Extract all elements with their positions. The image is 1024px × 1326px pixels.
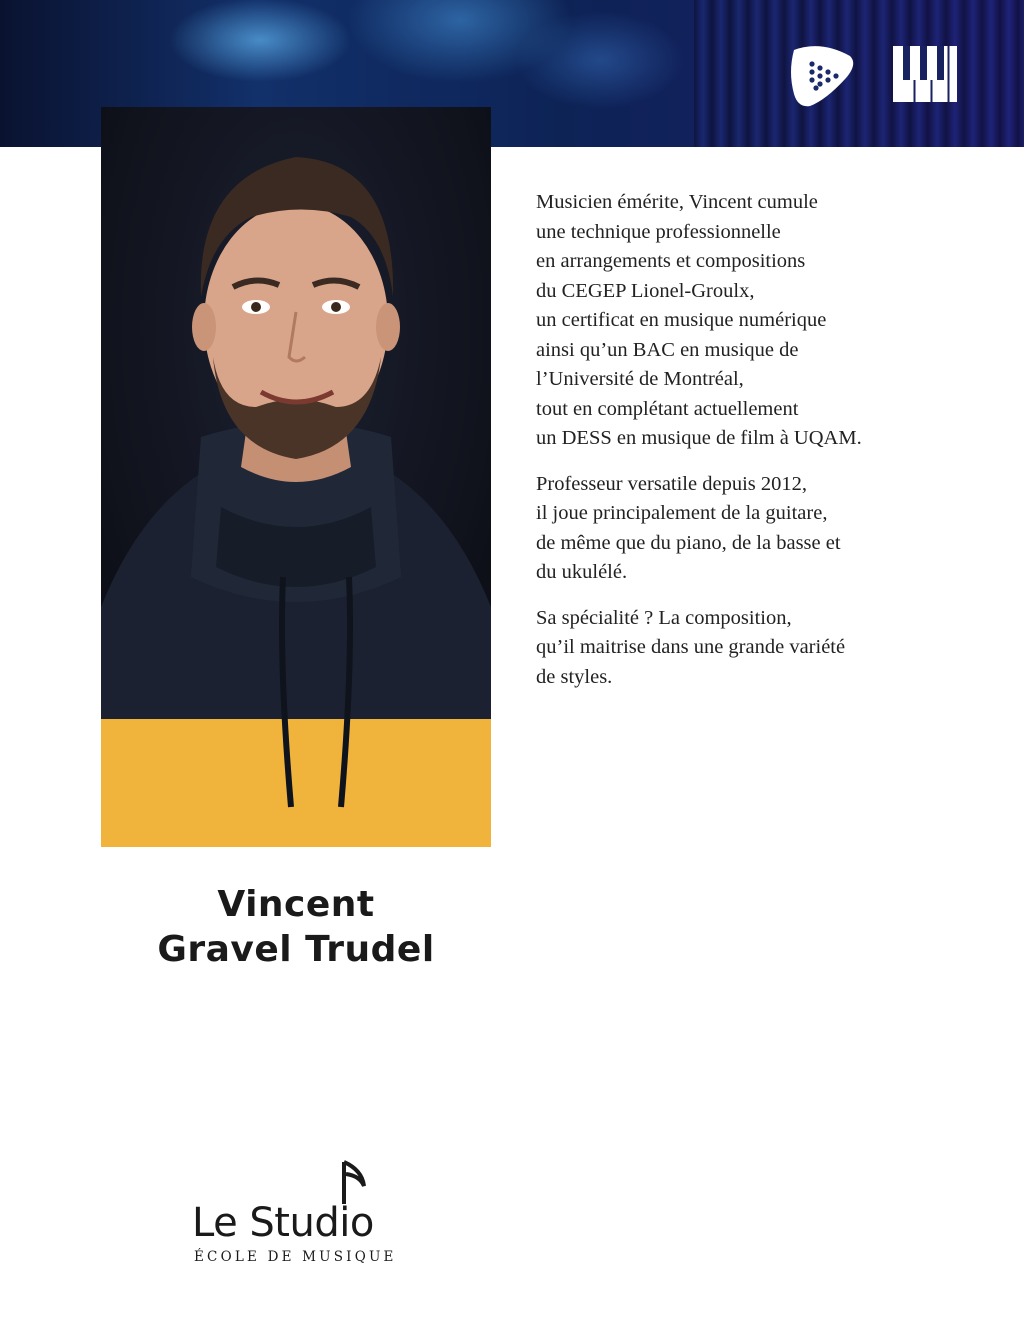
- stage-curtain: [694, 0, 1024, 147]
- bio-line: qu’il maitrise dans une grande variété: [536, 636, 846, 658]
- piano-keys-icon: [893, 46, 957, 102]
- bio-line: tout en complétant actuellement: [536, 397, 799, 420]
- portrait-illustration: [101, 107, 491, 847]
- bio-line: il joue principalement de la guitare,: [536, 502, 828, 524]
- teacher-portrait: [101, 107, 491, 847]
- bio-line: du CEGEP Lionel-Groulx,: [536, 279, 755, 302]
- bio-line: en arrangements et compositions: [536, 250, 806, 272]
- school-logo: [192, 1160, 422, 1270]
- bio-line: une technique professionnelle: [536, 220, 781, 243]
- bio-line: de même que du piano, de la basse et: [536, 531, 841, 554]
- bio-line: un certificat en musique numérique: [536, 309, 827, 331]
- guitar-pick-icon: [786, 42, 856, 108]
- bio-line: Professeur versatile depuis 2012,: [536, 472, 807, 495]
- bio-line: un DESS en musique de film à UQAM.: [536, 427, 862, 449]
- teacher-first-name: Vincent: [217, 884, 375, 925]
- bio-paragraph: [536, 470, 1006, 588]
- bio-line: du ukulélé.: [536, 561, 628, 583]
- bio-paragraph: [536, 604, 1006, 693]
- bio-line: Sa spécialité ? La composition,: [536, 606, 792, 629]
- bio-line: Musicien émérite, Vincent cumule: [536, 191, 818, 213]
- teacher-biography: [536, 188, 1006, 708]
- bio-paragraph: [536, 188, 1006, 454]
- teacher-last-name: Gravel Trudel: [157, 929, 435, 970]
- bio-line: de styles.: [536, 665, 613, 688]
- school-name: Le Studio: [192, 1200, 374, 1246]
- school-subtitle: ÉCOLE DE MUSIQUE: [194, 1249, 397, 1265]
- bio-line: ainsi qu’un BAC en musique de: [536, 338, 799, 361]
- bio-line: l’Université de Montréal,: [536, 368, 744, 390]
